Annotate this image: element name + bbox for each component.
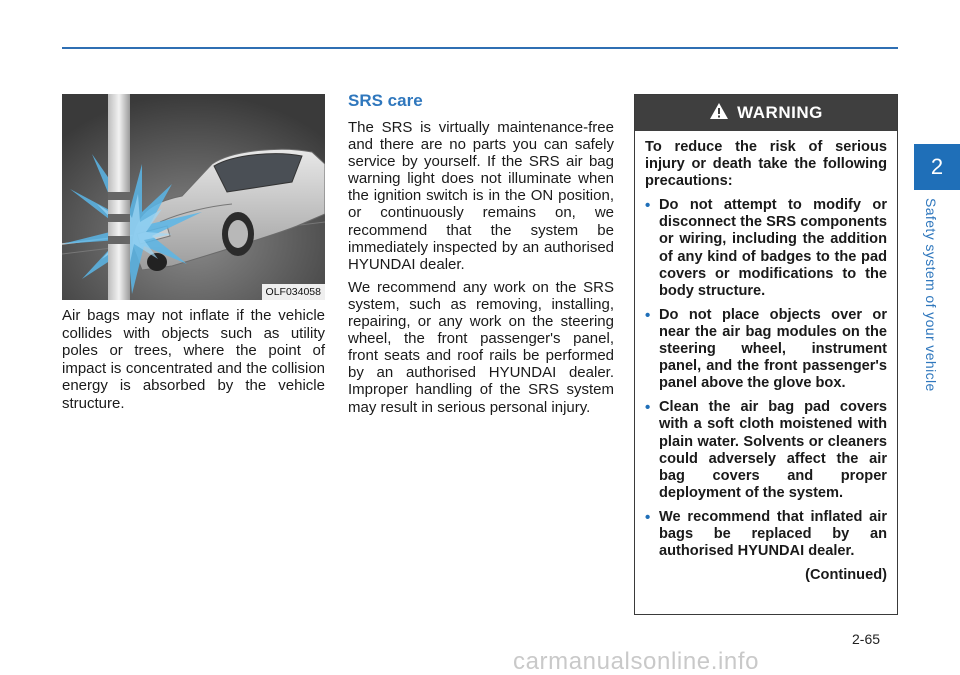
warning-item: • Clean the air bag pad covers with a soft cloth moistened with plain water. Solvents or cleaners could adversely affect the air bag covers and proper deployment of the system. — [645, 399, 887, 501]
warning-title: WARNING — [737, 103, 823, 122]
srs-care-paragraph-1: The SRS is virtually maintenance-free and there are no parts you can safely service by yourself. If the SRS air bag warning light does not illuminate when the ignition switch is in the ON position, or continuously remains on, we recommend that the system be immediately inspected by an authorised HYUNDAI dealer. — [348, 119, 614, 273]
bullet-icon: • — [645, 508, 651, 526]
chapter-number-tab: 2 — [914, 144, 960, 190]
bullet-icon: • — [645, 306, 651, 324]
bullet-icon: • — [645, 399, 651, 417]
warning-list — [645, 197, 887, 560]
collision-illustration-svg — [62, 94, 325, 300]
page-number: 2-65 — [852, 631, 881, 647]
car-pole-collision-illustration — [62, 94, 325, 300]
warning-item: • We recommend that inflated air bags be replaced by an authorised HYUNDAI dealer. — [645, 508, 887, 560]
figure-caption: Air bags may not inflate if the vehicle collides with objects such as utility poles or trees, where the point of impact is concentrated and the collision energy is absorbed by the vehicle structure. — [62, 307, 325, 412]
watermark: carmanualsonline.info — [513, 648, 760, 675]
warning-item: • Do not place objects over or near the air bag modules on the steering wheel, instrument panel, and the front passenger's panel above the glove box. — [645, 306, 887, 392]
figure-code: OLF034058 — [262, 284, 325, 300]
top-rule — [62, 47, 898, 49]
srs-care-paragraph-2: We recommend any work on the SRS system, such as removing, installing, repairing, or any work on the steering wheel, the front passenger's panel, front seats and roof rails be performed by an authorised HYUNDAI dealer. Improper handling of the SRS system may result in serious personal injury. — [348, 278, 614, 416]
warning-header — [635, 95, 897, 131]
bullet-icon: • — [645, 197, 651, 215]
chapter-title: Safety system of your vehicle — [923, 198, 939, 392]
continued-label: (Continued) — [805, 567, 887, 584]
warning-triangle-icon — [709, 102, 729, 125]
warning-box — [634, 94, 898, 615]
srs-care-heading: SRS care — [348, 91, 423, 110]
utility-pole — [108, 94, 130, 300]
chapter-title-vertical — [921, 198, 939, 398]
srs-care-section — [348, 91, 614, 422]
warning-body — [635, 131, 897, 584]
warning-item: • Do not attempt to modify or disconnect the SRS components or wiring, including the addition of any kind of badges to the pad covers or modifications to the body structure. — [645, 197, 887, 299]
warning-lead: To reduce the risk of serious injury or death take the following precautions: — [645, 139, 887, 190]
